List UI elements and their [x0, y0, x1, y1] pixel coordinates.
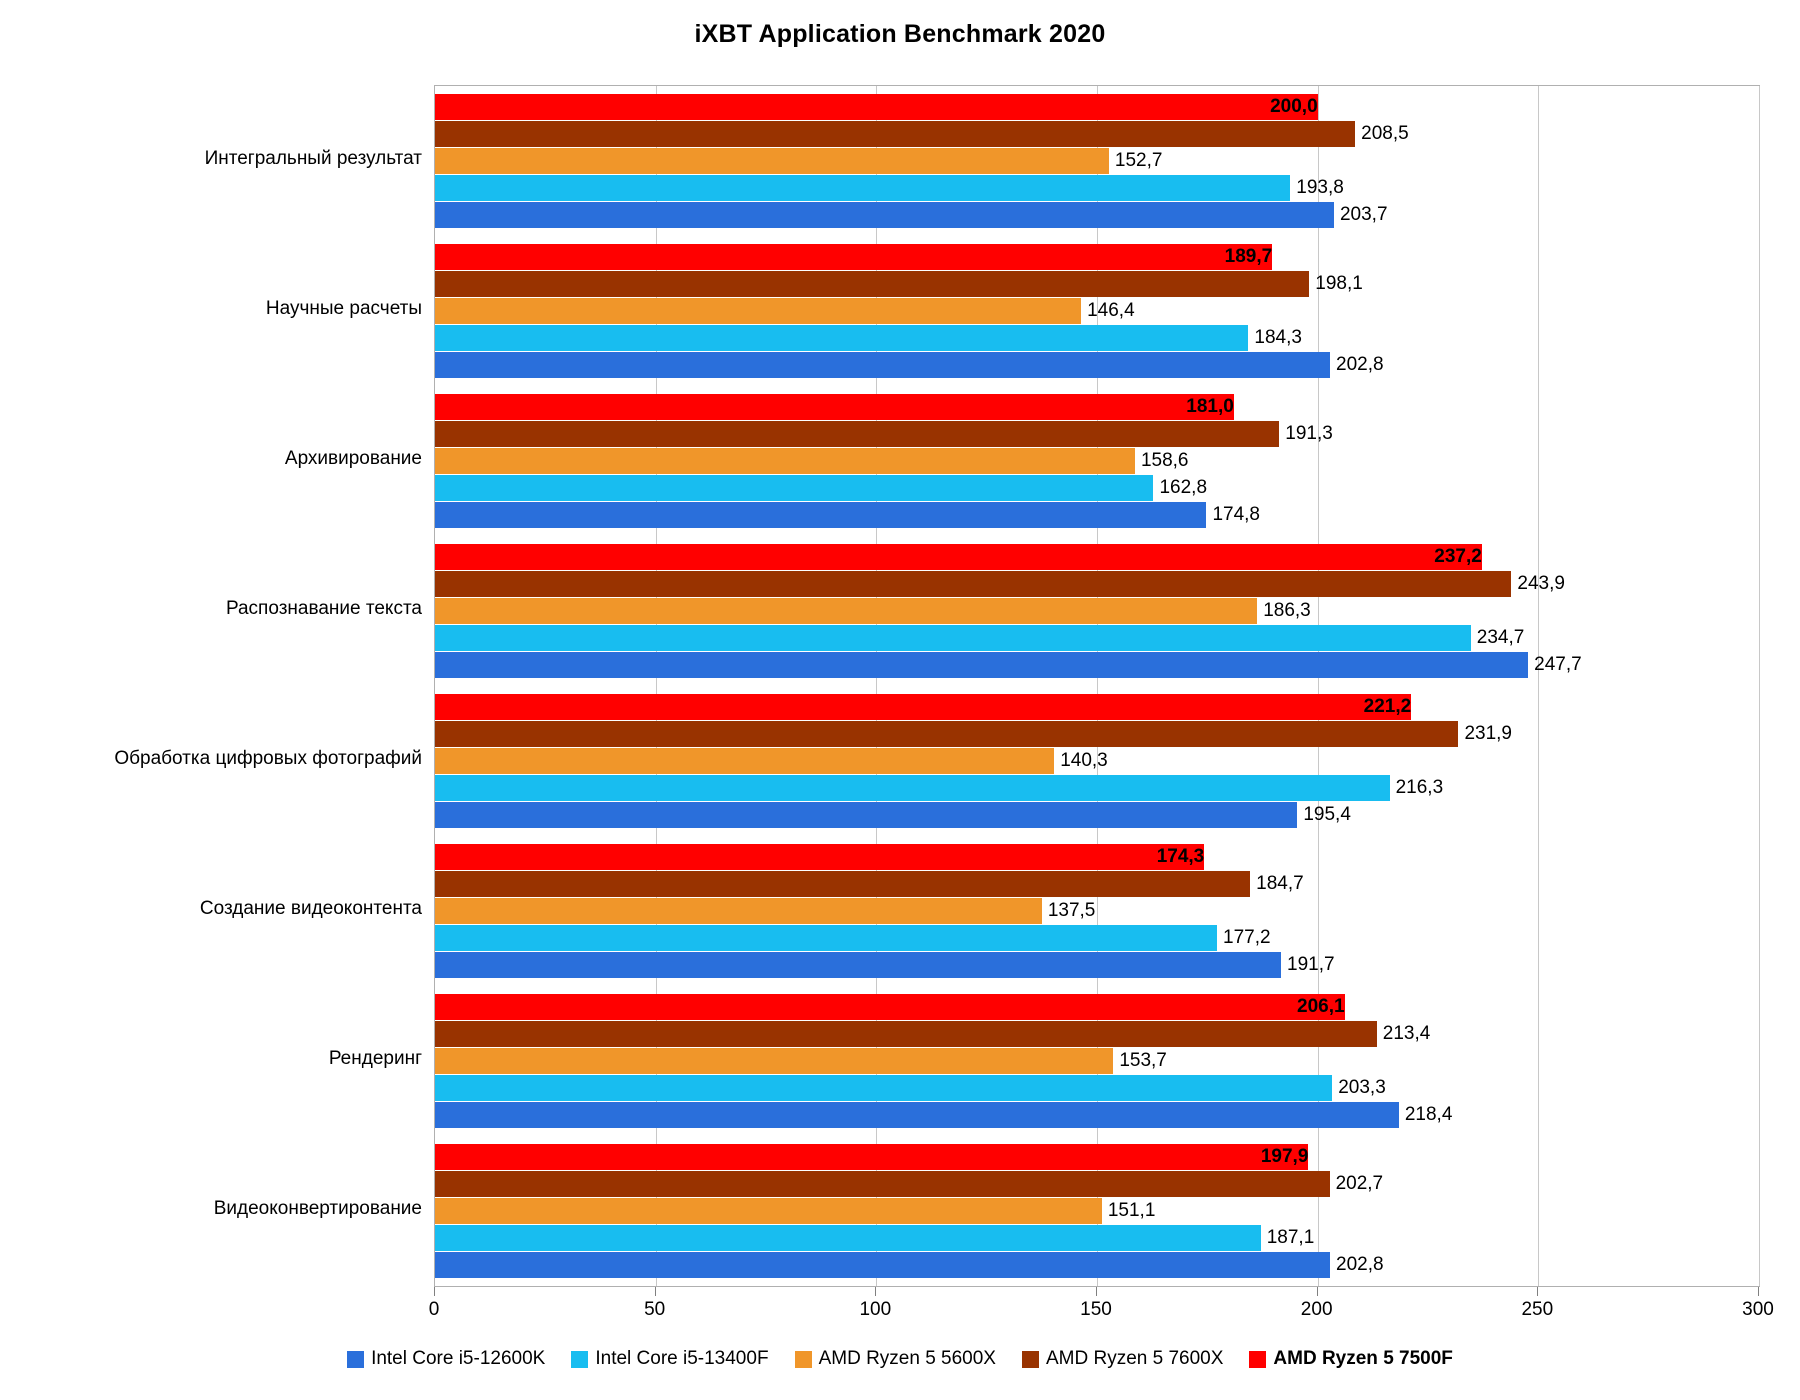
- bar-value-label: 174,3: [1156, 846, 1205, 867]
- bar[interactable]: [435, 175, 1290, 201]
- legend-label: Intel Core i5-12600K: [371, 1348, 546, 1369]
- bar-row: [435, 121, 1759, 147]
- bar-row: [435, 775, 1759, 801]
- bar-value-label: 213,4: [1382, 1023, 1431, 1044]
- bar-value-label: 152,7: [1114, 150, 1163, 171]
- bar-value-label: 195,4: [1303, 804, 1351, 825]
- bar-value-label: 203,7: [1339, 204, 1388, 225]
- legend-item[interactable]: [1022, 1348, 1223, 1370]
- bar[interactable]: [435, 571, 1511, 597]
- bar[interactable]: [435, 748, 1054, 774]
- bar-value-label: 202,8: [1336, 354, 1384, 375]
- bar-row: [435, 502, 1759, 528]
- legend-swatch: [347, 1351, 364, 1368]
- bar-row: [435, 244, 1759, 270]
- category-label: Интегральный результат: [204, 148, 422, 169]
- bar-value-label: 221,2: [1363, 696, 1412, 717]
- bar-value-label: 237,2: [1434, 546, 1482, 567]
- x-axis-tick: [1537, 1287, 1538, 1296]
- bar[interactable]: [435, 421, 1279, 447]
- bar-value-label: 162,8: [1159, 477, 1208, 498]
- legend-label: AMD Ryzen 5 7600X: [1045, 1348, 1224, 1369]
- legend-item[interactable]: [571, 1348, 768, 1370]
- x-axis-tick-label: 50: [644, 1299, 666, 1320]
- bar-row: [435, 1048, 1759, 1074]
- bar-value-label: 158,6: [1140, 450, 1189, 471]
- bar-value-label: 197,9: [1260, 1146, 1309, 1167]
- category-label: Обработка цифровых фотографий: [114, 748, 422, 769]
- gridline: [1759, 86, 1760, 1286]
- legend-swatch: [1249, 1351, 1266, 1368]
- bar[interactable]: [435, 475, 1153, 501]
- x-axis-tick: [1317, 1287, 1318, 1296]
- bar[interactable]: [435, 1075, 1332, 1101]
- bar[interactable]: [435, 1171, 1330, 1197]
- bar-value-label: 203,3: [1338, 1077, 1386, 1098]
- bar-group: [435, 686, 1759, 836]
- x-axis: [428, 1287, 1774, 1327]
- x-axis-tick-label: 250: [1521, 1299, 1554, 1320]
- bar-value-label: 181,0: [1186, 396, 1234, 417]
- bar-value-label: 184,7: [1256, 873, 1304, 894]
- bar-value-label: 234,7: [1476, 627, 1525, 648]
- bar[interactable]: [435, 721, 1458, 747]
- bar[interactable]: [435, 298, 1081, 324]
- bar[interactable]: [435, 952, 1281, 978]
- bar-row: [435, 544, 1759, 570]
- x-axis-tick-label: 150: [1080, 1299, 1112, 1320]
- bar-value-label: 184,3: [1254, 327, 1302, 348]
- bar-row: [435, 325, 1759, 351]
- bar-value-label: 153,7: [1119, 1050, 1167, 1071]
- bar[interactable]: [435, 652, 1528, 678]
- bar-row: [435, 1144, 1759, 1170]
- legend-label: AMD Ryzen 5 7500F: [1273, 1348, 1453, 1369]
- legend-label: Intel Core i5-13400F: [595, 1348, 769, 1369]
- bar-row: [435, 598, 1759, 624]
- bar-row: [435, 721, 1759, 747]
- bar[interactable]: [435, 271, 1309, 297]
- legend-swatch: [571, 1351, 588, 1368]
- bar-row: [435, 925, 1759, 951]
- bar[interactable]: [435, 352, 1330, 378]
- bar-row: [435, 202, 1759, 228]
- bar-value-label: 198,1: [1315, 273, 1363, 294]
- bar[interactable]: [435, 1102, 1399, 1128]
- bar-row: [435, 802, 1759, 828]
- bar-row: [435, 844, 1759, 870]
- x-axis-tick-label: 0: [428, 1299, 440, 1320]
- bar-row: [435, 694, 1759, 720]
- bar-value-label: 137,5: [1047, 900, 1096, 921]
- bar[interactable]: [435, 121, 1355, 147]
- bar-value-label: 186,3: [1263, 600, 1311, 621]
- bar-row: [435, 475, 1759, 501]
- bar-value-label: 187,1: [1266, 1227, 1315, 1248]
- chart-title: iXBT Application Benchmark 2020: [694, 20, 1106, 48]
- bar[interactable]: [435, 802, 1297, 828]
- bar-row: [435, 898, 1759, 924]
- bar[interactable]: [435, 1198, 1102, 1224]
- bar-row: [435, 298, 1759, 324]
- bar-row: [435, 175, 1759, 201]
- bar-group: [435, 836, 1759, 986]
- x-axis-tick: [1096, 1287, 1097, 1296]
- bar-value-label: 140,3: [1060, 750, 1108, 771]
- bar[interactable]: [435, 325, 1248, 351]
- category-label: Видеоконвертирование: [213, 1198, 422, 1219]
- bar-value-label: 208,5: [1361, 123, 1409, 144]
- bar-row: [435, 748, 1759, 774]
- bar-value-label: 247,7: [1534, 654, 1582, 675]
- bar-value-label: 231,9: [1464, 723, 1512, 744]
- legend-item[interactable]: [347, 1348, 545, 1370]
- bar[interactable]: [435, 625, 1471, 651]
- x-axis-tick: [655, 1287, 656, 1296]
- bar-value-label: 206,1: [1297, 996, 1345, 1017]
- bar-row: [435, 1252, 1759, 1278]
- x-axis-tick: [875, 1287, 876, 1296]
- x-axis-tick-label: 100: [859, 1299, 892, 1320]
- bar-value-label: 202,8: [1336, 1254, 1384, 1275]
- bar-value-label: 174,8: [1212, 504, 1260, 525]
- category-label: Научные расчеты: [265, 298, 422, 319]
- bar-group: [435, 386, 1759, 536]
- bar[interactable]: [435, 898, 1042, 924]
- bar-group: [435, 986, 1759, 1136]
- bar[interactable]: [435, 775, 1390, 801]
- bar[interactable]: [435, 148, 1109, 174]
- bar-row: [435, 994, 1759, 1020]
- bar-row: [435, 1102, 1759, 1128]
- bar[interactable]: [435, 448, 1135, 474]
- bar-value-label: 202,7: [1335, 1173, 1384, 1194]
- bar[interactable]: [435, 598, 1257, 624]
- bar-row: [435, 94, 1759, 120]
- chart-legend: [0, 1348, 1800, 1370]
- bar[interactable]: [435, 925, 1217, 951]
- bar-group: [435, 86, 1759, 236]
- bar-row: [435, 1171, 1759, 1197]
- bar-row: [435, 352, 1759, 378]
- bar[interactable]: [435, 1225, 1261, 1251]
- bar-value-label: 177,2: [1223, 927, 1271, 948]
- bar[interactable]: [435, 871, 1250, 897]
- bar[interactable]: [435, 1252, 1330, 1278]
- bar-value-label: 193,8: [1296, 177, 1344, 198]
- x-axis-tick-label: 300: [1742, 1299, 1774, 1320]
- legend-item[interactable]: [1249, 1348, 1453, 1370]
- bar-value-label: 151,1: [1107, 1200, 1156, 1221]
- x-axis-tick-label: 200: [1300, 1299, 1333, 1320]
- category-label: Создание видеоконтента: [199, 898, 422, 919]
- bar-row: [435, 148, 1759, 174]
- x-axis-tick: [434, 1287, 435, 1296]
- bar-row: [435, 571, 1759, 597]
- bar-value-label: 200,0: [1270, 96, 1318, 117]
- bar-row: [435, 421, 1759, 447]
- bar-value-label: 189,7: [1224, 246, 1273, 267]
- category-label: Распознавание текста: [225, 598, 422, 619]
- x-axis-tick: [1758, 1287, 1759, 1296]
- bar-row: [435, 1075, 1759, 1101]
- legend-label: AMD Ryzen 5 5600X: [818, 1348, 996, 1369]
- bar-value-label: 191,3: [1285, 423, 1333, 444]
- bar-value-label: 216,3: [1395, 777, 1444, 798]
- legend-item[interactable]: [795, 1348, 996, 1370]
- bar-value-label: 146,4: [1087, 300, 1135, 321]
- bar-row: [435, 271, 1759, 297]
- bar-value-label: 218,4: [1404, 1104, 1453, 1125]
- legend-swatch: [795, 1351, 812, 1368]
- bar[interactable]: [435, 202, 1334, 228]
- bar-value-label: 243,9: [1517, 573, 1565, 594]
- bar-row: [435, 652, 1759, 678]
- category-label: Рендеринг: [328, 1048, 422, 1069]
- bar-row: [435, 952, 1759, 978]
- bar-row: [435, 1198, 1759, 1224]
- bar[interactable]: [435, 1048, 1113, 1074]
- bar-row: [435, 871, 1759, 897]
- bar-group: [435, 236, 1759, 386]
- plot-area: [434, 85, 1760, 1287]
- category-label: Архивирование: [284, 448, 422, 469]
- legend-swatch: [1022, 1351, 1039, 1368]
- bar-row: [435, 625, 1759, 651]
- bar-row: [435, 1225, 1759, 1251]
- bar-row: [435, 394, 1759, 420]
- bar-value-label: 191,7: [1287, 954, 1335, 975]
- bar[interactable]: [435, 502, 1206, 528]
- bar-row: [435, 448, 1759, 474]
- bar[interactable]: [435, 1021, 1377, 1047]
- bar-row: [435, 1021, 1759, 1047]
- bar-group: [435, 1136, 1759, 1286]
- bar-group: [435, 536, 1759, 686]
